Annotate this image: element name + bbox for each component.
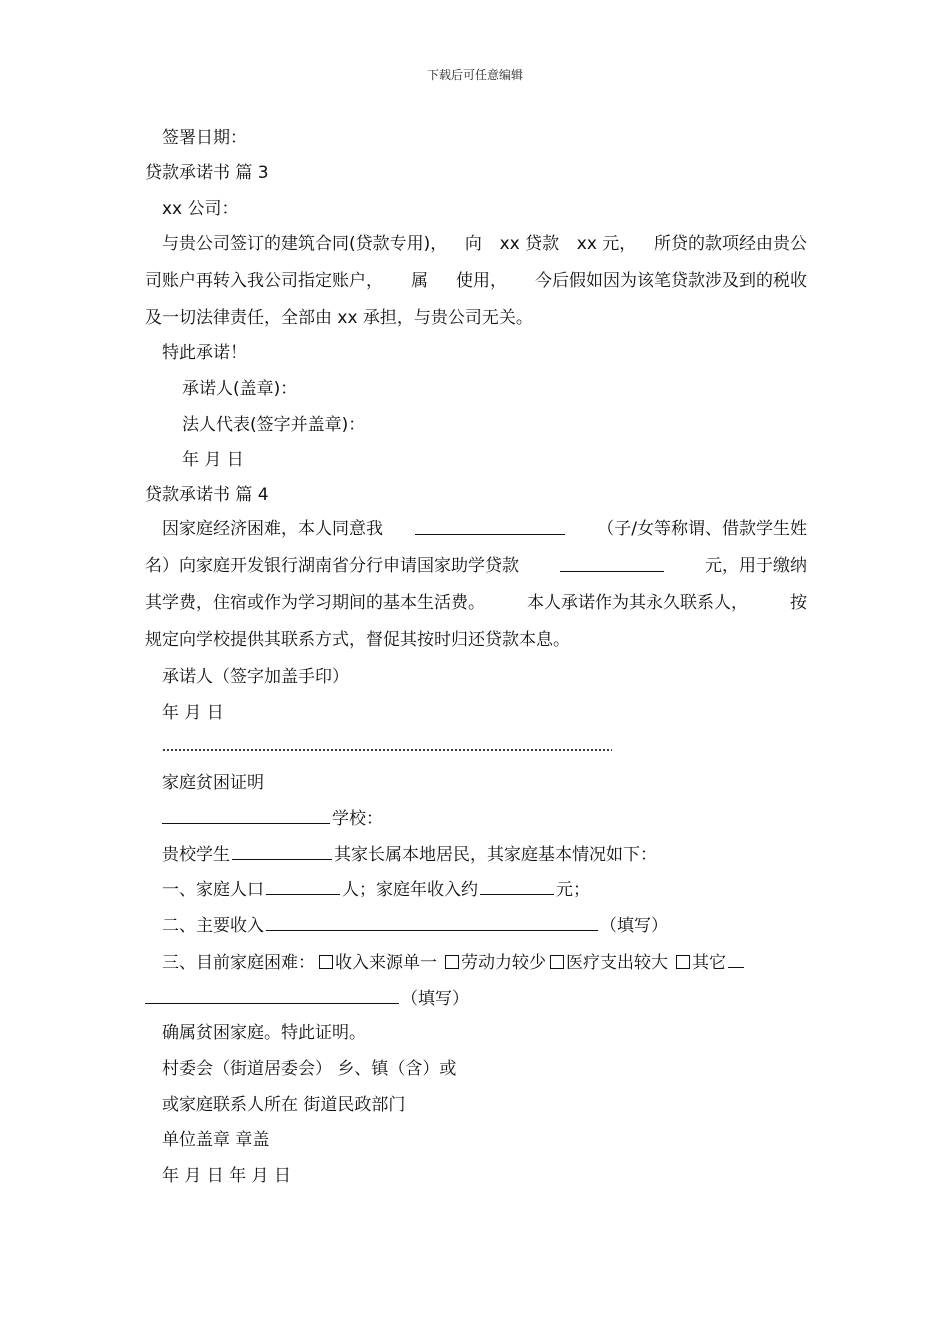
text-segment: xx 元， bbox=[576, 234, 637, 254]
text-segment: 三、目前家庭困难： bbox=[162, 953, 315, 973]
text-segment: 其家长属本地居民，其家庭基本情况如下： bbox=[334, 845, 657, 865]
text-segment: 向 bbox=[464, 234, 482, 254]
blank-line bbox=[232, 842, 332, 860]
blank-line bbox=[266, 913, 598, 931]
text-segment: 学校： bbox=[332, 809, 383, 829]
date-line-3: 年 月 日 年 月 日 bbox=[162, 1166, 292, 1186]
option-label: 其它 bbox=[692, 953, 726, 973]
page-header: 下载后可任意编辑 bbox=[426, 68, 523, 82]
confirmation: 确属贫困家庭。特此证明。 bbox=[162, 1023, 366, 1043]
section-title-3: 贷款承诺书 篇 3 bbox=[145, 163, 269, 183]
option-label: 医疗支出较大 bbox=[566, 953, 668, 973]
checkbox-icon[interactable] bbox=[319, 955, 333, 969]
paragraph-3 bbox=[145, 232, 807, 330]
company-salutation: xx 公司： bbox=[162, 199, 239, 219]
paragraph-3-line-1 bbox=[145, 232, 807, 256]
hereby-promise: 特此承诺！ bbox=[162, 343, 247, 363]
blank-line bbox=[560, 554, 664, 572]
option-label: 劳动力较少 bbox=[461, 953, 546, 973]
text-segment: 元，用于缴纳 bbox=[705, 556, 807, 576]
date-line-2: 年 月 日 bbox=[162, 703, 224, 723]
paragraph-3-line-2 bbox=[145, 269, 807, 293]
blank-line bbox=[480, 877, 554, 895]
text-segment: 所贷的款项经由贵公 bbox=[653, 234, 807, 254]
promisor-seal: 承诺人(盖章)： bbox=[182, 379, 298, 399]
text-segment: （填写） bbox=[600, 916, 668, 936]
item-family-size bbox=[162, 877, 590, 902]
text-segment: 人；家庭年收入约 bbox=[342, 880, 478, 900]
text-segment: 其学费，住宿或作为学习期间的基本生活费。 bbox=[145, 593, 485, 613]
item-difficulties bbox=[162, 950, 746, 975]
paragraph-4-line-4: 规定向学校提供其联系方式，督促其按时归还贷款本息。 bbox=[145, 630, 570, 650]
paragraph-3-line-3: 及一切法律责任，全部由 xx 承担，与贵公司无关。 bbox=[145, 308, 533, 328]
sign-date: 签署日期： bbox=[162, 128, 247, 148]
dotted-separator bbox=[162, 748, 612, 752]
text-segment: 使用， bbox=[456, 271, 507, 291]
text-segment: xx 贷款 bbox=[499, 234, 560, 254]
certificate-title: 家庭贫困证明 bbox=[162, 773, 264, 793]
option-label: 收入来源单一 bbox=[335, 953, 437, 973]
blank-line bbox=[728, 950, 744, 968]
section-title-4: 贷款承诺书 篇 4 bbox=[145, 485, 269, 505]
text-segment: （填写） bbox=[401, 989, 469, 1009]
blank-line bbox=[266, 877, 340, 895]
text-segment: 元； bbox=[556, 880, 590, 900]
student-line bbox=[162, 842, 657, 867]
promisor-signature: 承诺人（签字加盖手印） bbox=[162, 667, 349, 687]
text-segment: 贵校学生 bbox=[162, 845, 230, 865]
checkbox-icon[interactable] bbox=[445, 955, 459, 969]
school-line bbox=[162, 806, 383, 831]
date-line-1: 年 月 日 bbox=[182, 450, 244, 470]
paragraph-4-line-2 bbox=[145, 554, 807, 578]
text-segment: 一、家庭人口 bbox=[162, 880, 264, 900]
checkbox-icon[interactable] bbox=[550, 955, 564, 969]
text-segment: 按 bbox=[790, 593, 807, 613]
text-segment: （子/女等称谓、借款学生姓 bbox=[597, 519, 807, 539]
paragraph-4-line-1 bbox=[145, 517, 807, 541]
village-committee: 村委会（街道居委会） 乡、镇（含）或 bbox=[162, 1059, 457, 1079]
contact-department: 或家庭联系人所在 街道民政部门 bbox=[162, 1095, 406, 1115]
text-segment: 司账户再转入我公司指定账户， bbox=[145, 271, 383, 291]
checkbox-icon[interactable] bbox=[676, 955, 690, 969]
item-main-income bbox=[162, 913, 668, 938]
text-segment: 属 bbox=[411, 271, 428, 291]
text-segment: 与贵公司签订的建筑合同(贷款专用)， bbox=[162, 234, 448, 254]
blank-line bbox=[162, 806, 330, 824]
item-difficulties-continued bbox=[145, 986, 469, 1011]
blank-line bbox=[145, 986, 399, 1004]
text-segment: 二、主要收入 bbox=[162, 916, 264, 936]
paragraph-4 bbox=[145, 517, 807, 652]
blank-line bbox=[415, 517, 565, 535]
text-segment: 本人承诺作为其永久联系人， bbox=[527, 593, 748, 613]
legal-representative: 法人代表(签字并盖章)： bbox=[182, 415, 366, 435]
paragraph-4-line-3 bbox=[145, 591, 807, 615]
text-segment: 今后假如因为该笔贷款涉及到的税收 bbox=[535, 271, 807, 291]
unit-seal: 单位盖章 章盖 bbox=[162, 1130, 270, 1150]
text-segment: 名）向家庭开发银行湖南省分行申请国家助学贷款 bbox=[145, 556, 519, 576]
text-segment: 因家庭经济困难，本人同意我 bbox=[162, 519, 383, 539]
